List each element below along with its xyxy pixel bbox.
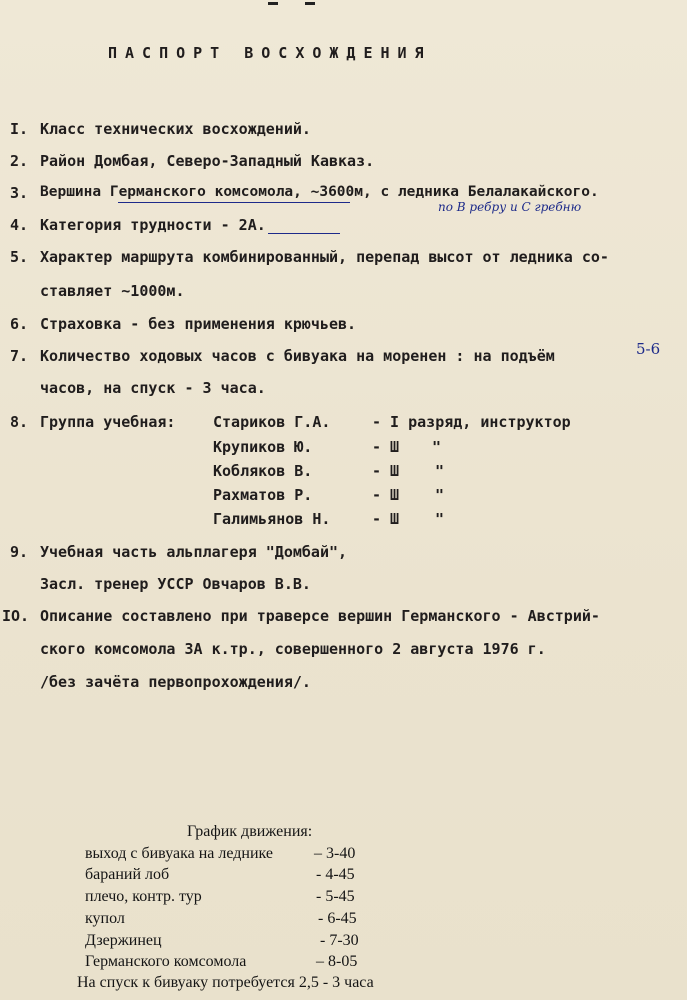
item-text: Район Домбая, Северо-Западный Кавказ.: [40, 152, 375, 170]
item-number: IO.: [2, 607, 30, 625]
top-dash-mark: [305, 2, 315, 5]
item-number: 4.: [10, 216, 29, 234]
item-number: 8.: [10, 413, 29, 431]
handwritten-underline: [268, 233, 340, 234]
item-number: 7.: [10, 347, 29, 365]
member-name: Кобляков В.: [213, 462, 313, 480]
item-text: Засл. тренер УССР Овчаров В.В.: [40, 575, 311, 593]
schedule-label: Дзержинец: [85, 932, 162, 949]
member-name: Галимьянов Н.: [213, 510, 331, 528]
item-text: часов, на спуск - 3 часа.: [40, 379, 266, 397]
handwritten-note: по В ребру и С гребню: [438, 200, 582, 214]
member-rank: - Ш: [372, 438, 400, 456]
handwritten-underline: [118, 202, 350, 203]
item-number: 6.: [10, 315, 29, 333]
schedule-time: – 8-05: [316, 953, 358, 970]
schedule-label: плечо, контр. тур: [85, 888, 202, 905]
item-text: Вершина Германского комсомола, ~3600м, с ледника Белалакайского.: [40, 184, 599, 200]
ditto-mark: ": [435, 486, 445, 504]
member-rank: - Ш: [372, 510, 400, 528]
item-number: I.: [10, 120, 29, 138]
group-label: Группа учебная:: [40, 413, 176, 431]
ditto-mark: ": [435, 510, 445, 528]
member-name: Крупиков Ю.: [213, 438, 313, 456]
schedule-time: – 3-40: [314, 845, 356, 862]
schedule-time: - 4-45: [316, 866, 355, 883]
schedule-footer: На спуск к бивуаку потребуется 2,5 - 3 часа: [77, 974, 374, 991]
item-text: Учебная часть альплагеря "Домбай",: [40, 543, 348, 561]
item-number: 9.: [10, 543, 29, 561]
member-name: Рахматов Р.: [213, 486, 313, 504]
item-text: Класс технических восхождений.: [40, 120, 311, 138]
schedule-time: - 7-30: [320, 932, 359, 949]
item-text: ставляет ~1000м.: [40, 282, 185, 300]
member-rank: - Ш: [372, 486, 400, 504]
item-text: Категория трудности - 2А.: [40, 216, 266, 234]
item-text: ского комсомола 3А к.тр., совершенного 2 августа 1976 г.: [40, 640, 546, 658]
schedule-label: выход с бивуака на леднике: [85, 845, 273, 862]
ditto-mark: ": [435, 462, 445, 480]
document-title: ПАСПОРТ ВОСХОЖДЕНИЯ: [108, 44, 432, 62]
member-name: Стариков Г.А.: [213, 413, 331, 431]
schedule-label: Германского комсомола: [85, 953, 247, 970]
handwritten-note: 5-6: [636, 340, 661, 358]
item-number: 3.: [10, 184, 29, 202]
item-text: Описание составлено при траверсе вершин Германского - Австрий-: [40, 607, 600, 625]
schedule-time: - 5-45: [316, 888, 355, 905]
item-text: Характер маршрута комбинированный, перепад высот от ледника со-: [40, 248, 609, 266]
schedule-label: купол: [85, 910, 125, 927]
ditto-mark: ": [432, 438, 442, 456]
member-rank: - I разряд, инструктор: [372, 413, 571, 431]
top-dash-mark: [268, 2, 278, 5]
schedule-time: - 6-45: [318, 910, 357, 927]
schedule-heading: График движения:: [187, 823, 313, 840]
item-text: Количество ходовых часов с бивуака на моренен : на подъём: [40, 347, 555, 365]
item-number: 5.: [10, 248, 29, 266]
item-text: /без зачёта первопрохождения/.: [40, 673, 311, 691]
item-number: 2.: [10, 152, 29, 170]
item-text: Страховка - без применения крючьев.: [40, 315, 357, 333]
member-rank: - Ш: [372, 462, 400, 480]
schedule-label: бараний лоб: [85, 866, 170, 883]
